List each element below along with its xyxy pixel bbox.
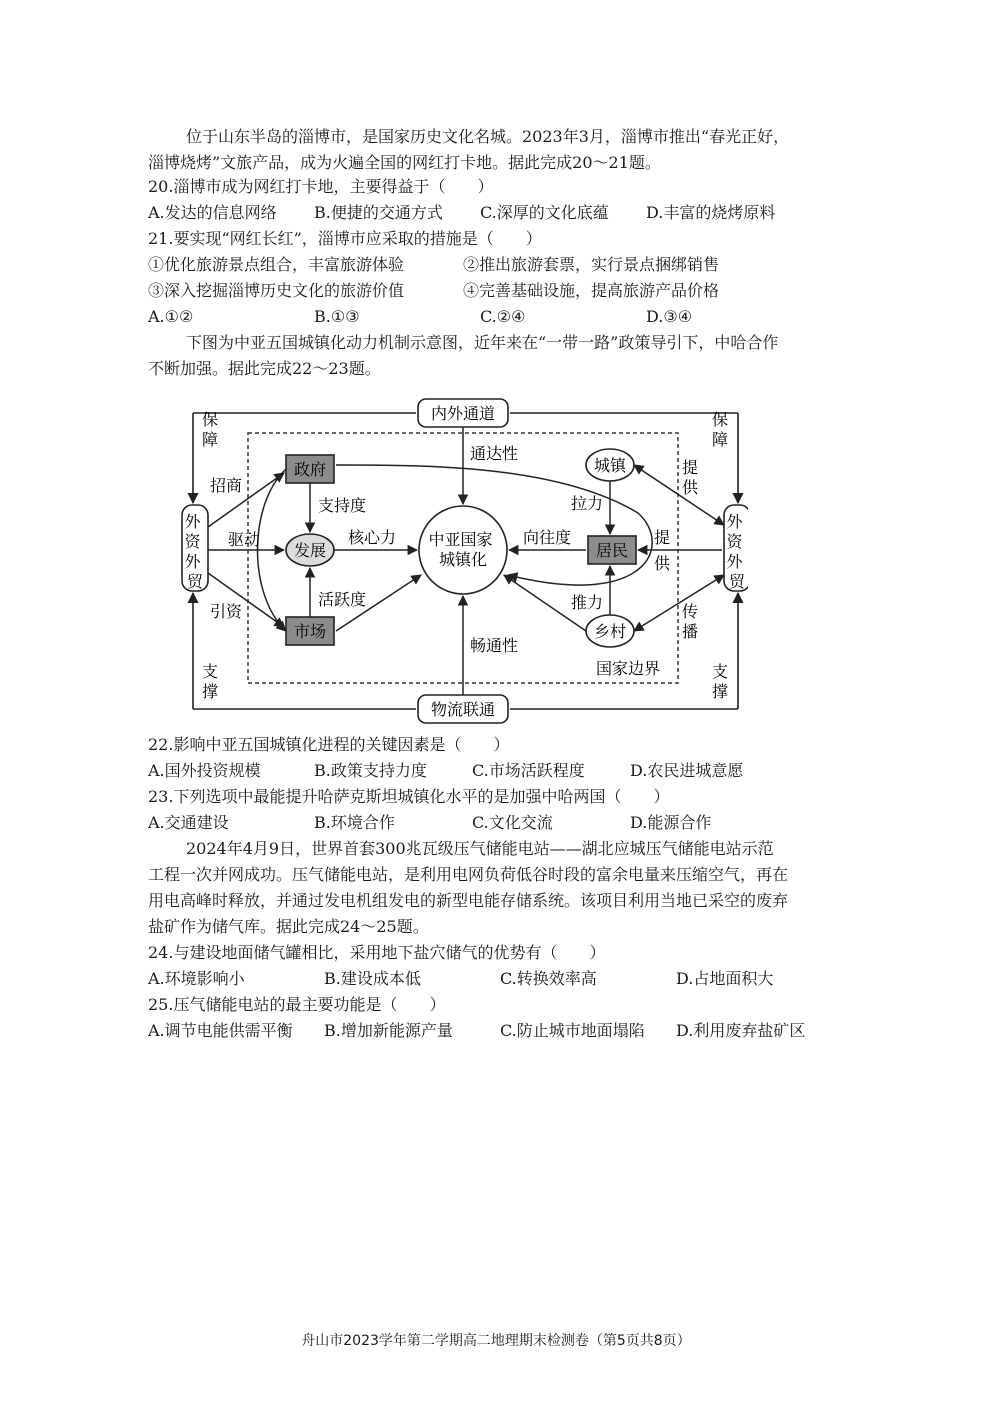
q21-item-4: ④完善基础设施，提高旅游产品价格 xyxy=(463,281,720,300)
smoothness-label: 畅通性 xyxy=(470,636,519,655)
provide-services-label: 提供 xyxy=(654,528,671,573)
q21-item-3: ③深入挖掘淄博历史文化的旅游价值 xyxy=(148,281,405,300)
passage-2-line-2: 不断加强。据此完成22～23题。 xyxy=(148,359,381,378)
push-force-label: 推力 xyxy=(571,593,604,612)
q21-item-1: ①优化旅游景点组合，丰富旅游体验 xyxy=(148,255,405,274)
question-21-stem: 21.要实现“网红长红”，淄博市应采取的措施是（ ） xyxy=(148,229,542,248)
passage-2-line-1: 下图为中亚五国城镇化动力机制示意图，近年来在“一带一路”政策导引下，中哈合作 xyxy=(186,333,779,352)
q21-item-2: ②推出旅游套票，实行景点捆绑销售 xyxy=(463,255,720,274)
q21-option-c: C.②④ xyxy=(480,307,526,326)
town-label: 城镇 xyxy=(593,456,627,475)
q21-option-b: B.①③ xyxy=(314,307,360,326)
foreign-investment-right-label: 外 资 外 贸 xyxy=(726,512,746,591)
accessibility-label: 通达性 xyxy=(470,444,519,463)
q24-option-a: A.环境影响小 xyxy=(148,969,245,988)
inner-outer-channel-label: 内外通道 xyxy=(430,404,496,423)
q20-option-b: B.便捷的交通方式 xyxy=(314,203,443,222)
q23-option-b: B.环境合作 xyxy=(314,813,395,832)
q21-option-d: D.③④ xyxy=(646,307,693,326)
guarantee-right-label: 保障 xyxy=(712,410,729,449)
q20-option-d: D.丰富的烧烤原料 xyxy=(646,203,776,222)
support-degree-label: 支持度 xyxy=(318,496,367,515)
logistics-connect-label: 物流联通 xyxy=(430,700,496,719)
support-left-label: 支撑 xyxy=(202,662,219,701)
q25-option-b: B.增加新能源产量 xyxy=(324,1021,453,1040)
passage-3-line-4: 盐矿作为储气库。据此完成24～25题。 xyxy=(148,917,429,936)
pull-force-label: 拉力 xyxy=(571,494,604,513)
provide-jobs-label: 提供 xyxy=(682,458,699,497)
passage-3-line-1: 2024年4月9日，世界首套300兆瓦级压气储能电站——湖北应城压气储能电站示范 xyxy=(186,839,774,858)
support-right-label: 支撑 xyxy=(712,662,729,701)
passage-1-line-2: 淄博烧烤”文旅产品，成为火遍全国的网红打卡地。据此完成20～21题。 xyxy=(148,153,661,172)
drive-label: 驱动 xyxy=(228,530,261,549)
market-label: 市场 xyxy=(293,622,327,641)
q25-option-d: D.利用废弃盐矿区 xyxy=(676,1021,806,1040)
passage-3-line-3: 用电高峰时释放，并通过发电机组发电的新型电能存储系统。该项目利用当地已采空的废弃 xyxy=(148,891,789,910)
q25-option-c: C.防止城市地面塌陷 xyxy=(500,1021,645,1040)
q22-option-c: C.市场活跃程度 xyxy=(472,761,585,780)
development-label: 发展 xyxy=(293,541,327,560)
q23-option-c: C.文化交流 xyxy=(472,813,553,832)
passage-1-line-1: 位于山东半岛的淄博市，是国家历史文化名城。2023年3月，淄博市推出“春光正好， xyxy=(186,127,790,146)
q22-option-a: A.国外投资规模 xyxy=(148,761,261,780)
introduce-capital-label: 引资 xyxy=(210,602,243,621)
spread-technology-label: 传播 xyxy=(682,602,699,641)
question-20-stem: 20.淄博市成为网红打卡地，主要得益于（ ） xyxy=(148,177,494,196)
q23-option-d: D.能源合作 xyxy=(630,813,712,832)
question-22-stem: 22.影响中亚五国城镇化进程的关键因素是（ ） xyxy=(148,735,510,754)
national-border-label: 国家边界 xyxy=(596,659,661,678)
question-24-stem: 24.与建设地面储气罐相比，采用地下盐穴储气的优势有（ ） xyxy=(148,943,606,962)
urbanization-mechanism-diagram xyxy=(178,395,748,725)
passage-3-line-2: 工程一次并网成功。压气储能电站，是利用电网负荷低谷时段的富余电量来压缩空气，再在 xyxy=(148,865,789,884)
q20-option-a: A.发达的信息网络 xyxy=(148,203,277,222)
guarantee-left-label: 保障 xyxy=(202,410,219,449)
foreign-investment-left-label: 外 资 外 贸 xyxy=(184,512,204,591)
q20-option-c: C.深厚的文化底蕴 xyxy=(480,203,609,222)
q22-option-d: D.农民进城意愿 xyxy=(630,761,744,780)
village-label: 乡村 xyxy=(593,622,627,641)
q22-option-b: B.政策支持力度 xyxy=(314,761,427,780)
question-23-stem: 23.下列选项中最能提升哈萨克斯坦城镇化水平的是加强中哈两国（ ） xyxy=(148,787,670,806)
activity-degree-label: 活跃度 xyxy=(318,590,367,609)
q24-option-b: B.建设成本低 xyxy=(324,969,421,988)
question-25-stem: 25.压气储能电站的最主要功能是（ ） xyxy=(148,995,446,1014)
q25-option-a: A.调节电能供需平衡 xyxy=(148,1021,293,1040)
page-footer: 舟山市2023学年第二学期高二地理期末检测卷（第5页共8页） xyxy=(301,1333,691,1349)
q24-option-c: C.转换效率高 xyxy=(500,969,597,988)
q23-option-a: A.交通建设 xyxy=(148,813,229,832)
q21-option-a: A.①② xyxy=(148,307,194,326)
attract-business-label: 招商 xyxy=(210,476,243,495)
attraction-degree-label: 向往度 xyxy=(523,528,572,547)
central-urbanization-label: 中亚国家 城镇化 xyxy=(428,530,493,569)
core-force-label: 核心力 xyxy=(348,528,397,547)
government-label: 政府 xyxy=(293,460,327,479)
residents-label: 居民 xyxy=(595,541,629,560)
q24-option-d: D.占地面积大 xyxy=(676,969,774,988)
